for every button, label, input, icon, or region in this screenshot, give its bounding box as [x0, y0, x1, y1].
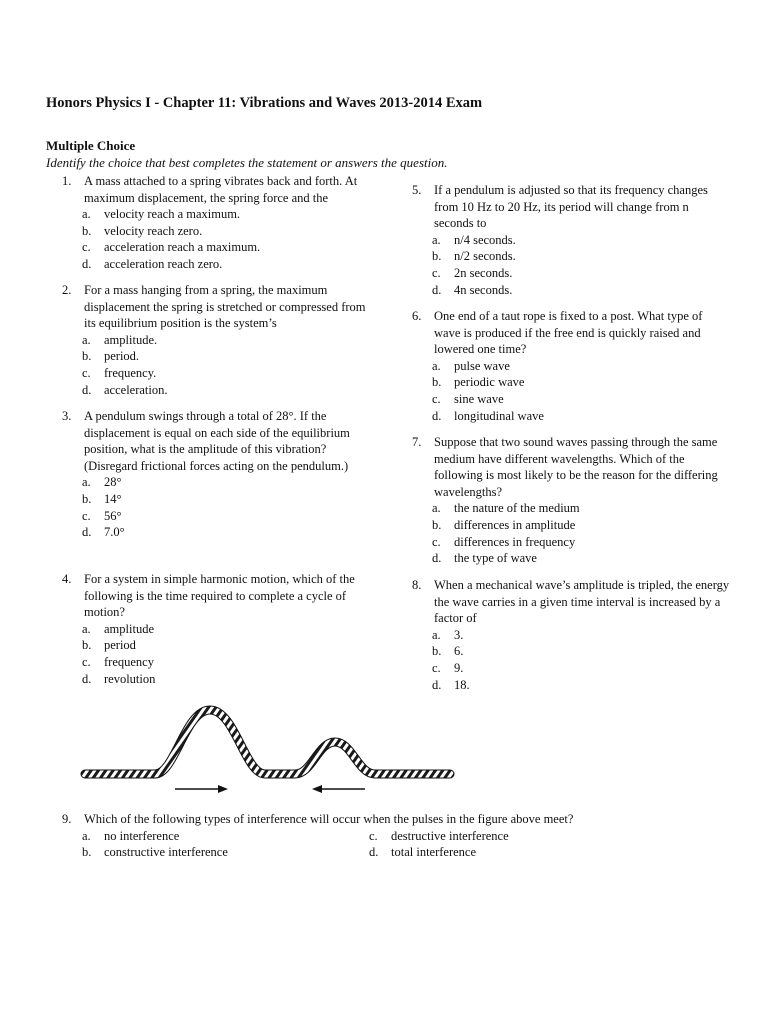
question-number: 8. — [412, 578, 422, 592]
option-d[interactable]: d. total interference — [369, 845, 477, 860]
option-c[interactable]: c. 9. — [432, 660, 464, 675]
option-d[interactable]: d. 4n seconds. — [432, 282, 513, 297]
question-number: 2. — [62, 283, 72, 297]
question-number: 5. — [412, 183, 422, 197]
question-stem: For a system in simple harmonic motion, which of the following is the time required to complete a cycle of motion? — [84, 572, 355, 620]
question-stem: Which of the following types of interference will occur when the pulses in the figure above meet? — [84, 812, 574, 826]
question-number: 9. — [62, 812, 72, 826]
option-a[interactable]: a. amplitude. — [82, 332, 158, 347]
question-stem: If a pendulum is adjusted so that its frequency changes from 10 Hz to 20 Hz, its period will change from n seconds to — [434, 183, 708, 231]
option-c[interactable]: c. sine wave — [432, 391, 504, 406]
rope-pulse-path — [85, 710, 450, 774]
question-stem: Suppose that two sound waves passing through the same medium have different wavelengths. Which of the following is most likely to be the reason for the differing wavelengths? — [434, 435, 718, 499]
option-a[interactable]: a. the nature of the medium — [432, 501, 580, 516]
question-stem: One end of a taut rope is fixed to a post. What type of wave is produced if the free end is quickly raised and lowered one time? — [434, 309, 703, 357]
option-b[interactable]: b. period. — [82, 349, 140, 364]
option-b[interactable]: b. constructive interference — [82, 845, 228, 860]
option-c[interactable]: c. 2n seconds. — [432, 265, 513, 280]
option-a[interactable]: a. pulse wave — [432, 358, 510, 373]
option-d[interactable]: d. revolution — [82, 671, 156, 686]
question-8 — [412, 577, 730, 693]
question-number: 4. — [62, 572, 72, 586]
question-5 — [412, 182, 730, 298]
option-b[interactable]: b. periodic wave — [432, 375, 525, 390]
option-d[interactable]: d. the type of wave — [432, 551, 537, 566]
option-c[interactable]: c. destructive interference — [369, 828, 509, 843]
option-a[interactable]: a. amplitude — [82, 621, 154, 636]
option-b[interactable]: b. velocity reach zero. — [82, 223, 203, 238]
question-stem: For a mass hanging from a spring, the maximum displacement the spring is stretched or compressed from its equilibrium position is the system’s — [84, 283, 366, 331]
question-number: 1. — [62, 174, 72, 188]
instructions: Identify the choice that best completes the statement or answers the question. — [46, 155, 448, 170]
option-c[interactable]: c. 56° — [82, 508, 122, 523]
wave-pulses-figure — [80, 700, 460, 800]
option-b[interactable]: b. 14° — [82, 491, 122, 506]
left-arrow-icon — [312, 785, 365, 793]
option-b[interactable]: b. 6. — [432, 644, 464, 659]
option-a[interactable]: a. velocity reach a maximum. — [82, 207, 241, 222]
option-d[interactable]: d. longitudinal wave — [432, 408, 544, 423]
option-a[interactable]: a. 3. — [432, 627, 464, 642]
question-9 — [62, 811, 682, 861]
option-b[interactable]: b. period — [82, 638, 136, 653]
question-3 — [62, 408, 380, 541]
option-c[interactable]: c. acceleration reach a maximum. — [82, 240, 261, 255]
option-b[interactable]: b. differences in amplitude — [432, 517, 576, 532]
exam-title: Honors Physics I - Chapter 11: Vibrations and Waves 2013-2014 Exam — [46, 95, 483, 111]
section-heading: Multiple Choice — [46, 138, 136, 153]
question-4 — [62, 571, 380, 687]
option-a[interactable]: a. no interference — [82, 828, 180, 843]
option-a[interactable]: a. n/4 seconds. — [432, 232, 516, 247]
option-d[interactable]: d. acceleration. — [82, 382, 168, 397]
question-stem: A mass attached to a spring vibrates back and forth. At maximum displacement, the spring force and the — [84, 174, 358, 205]
option-a[interactable]: a. 28° — [82, 475, 122, 490]
option-c[interactable]: c. differences in frequency — [432, 534, 576, 549]
option-b[interactable]: b. n/2 seconds. — [432, 249, 516, 264]
question-stem: A pendulum swings through a total of 28°. If the displacement is equal on each side of the equilibrium position, what is the amplitude of this vibration? (Disregard frictional forces acting on the pendulum.) — [84, 409, 350, 473]
option-d[interactable]: d. acceleration reach zero. — [82, 256, 223, 271]
question-number: 3. — [62, 409, 72, 423]
question-2 — [62, 282, 380, 398]
option-c[interactable]: c. frequency — [82, 654, 154, 669]
option-d[interactable]: d. 7.0° — [82, 525, 125, 540]
option-d[interactable]: d. 18. — [432, 677, 470, 692]
question-number: 7. — [412, 435, 422, 449]
question-6 — [412, 308, 730, 424]
question-number: 6. — [412, 309, 422, 323]
right-arrow-icon — [175, 785, 228, 793]
question-1 — [62, 173, 380, 273]
question-7 — [412, 434, 730, 567]
question-stem: When a mechanical wave’s amplitude is tripled, the energy the wave carries in a given time interval is increased by a factor of — [434, 578, 730, 626]
option-c[interactable]: c. frequency. — [82, 365, 157, 380]
